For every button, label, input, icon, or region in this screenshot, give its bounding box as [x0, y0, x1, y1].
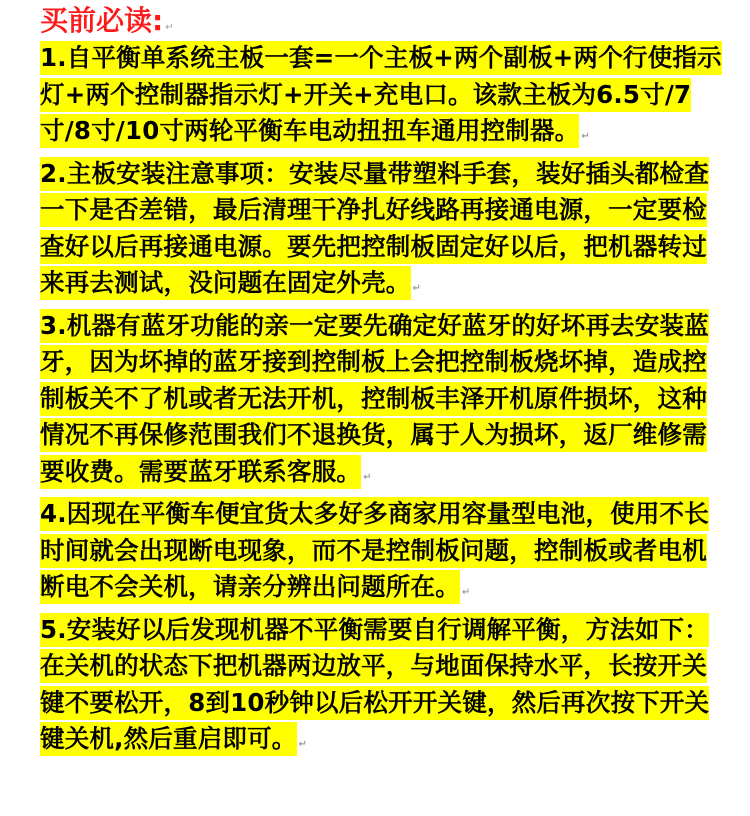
document-title: 买前必读:	[40, 4, 164, 37]
notice-item-3	[40, 308, 728, 497]
paragraph-mark-icon: ↵	[298, 739, 308, 750]
notice-item-text: 2.主板安装注意事项：安装尽量带塑料手套，装好插头都检查一下是否差错，最后清理干净扎好线路再接通电源，一定要检查好以后再接通电源。要先把控制板固定好以后，把机器转过来再去测试，没问题在固定外壳。	[40, 157, 709, 301]
title-line	[40, 2, 728, 40]
notice-item-4	[40, 496, 728, 612]
notice-item-text: 3.机器有蓝牙功能的亲一定要先确定好蓝牙的好坏再去安装蓝牙，因为坏掉的蓝牙接到控制板上会把控制板烧坏掉，造成控制板关不了机或者无法开机，控制板丰泽开机原件损坏，这种情况不再保修范围我们不退换货，属于人为损坏，返厂维修需要收费。需要蓝牙联系客服。	[40, 309, 709, 489]
notice-item-text: 5.安装好以后发现机器不平衡需要自行调解平衡，方法如下：在关机的状态下把机器两边放平，与地面保持水平，长按开关键不要松开，8到10秒钟以后松开开关键，然后再次按下开关键关机,然后重启即可。	[40, 613, 709, 757]
paragraph-mark-icon: ↵	[412, 283, 422, 294]
notice-item-1	[40, 40, 728, 156]
paragraph-mark-icon: ↵	[461, 587, 471, 598]
notice-item-5	[40, 612, 728, 764]
paragraph-mark-icon: ↵	[165, 22, 174, 33]
document-page	[40, 0, 728, 764]
paragraph-mark-icon: ↵	[581, 131, 590, 142]
paragraph-mark-icon: ↵	[363, 471, 372, 483]
notice-item-2	[40, 156, 728, 308]
notice-item-text: 1.自平衡单系统主板一套=一个主板+两个副板+两个行使指示灯+两个控制器指示灯+开关+充电口。该款主板为6.5寸/7寸/8寸/10寸两轮平衡车电动扭扭车通用控制器。	[40, 41, 722, 148]
notice-item-text: 4.因现在平衡车便宜货太多好多商家用容量型电池，使用不长时间就会出现断电现象，而不是控制板问题，控制板或者电机断电不会关机，请亲分辨出问题所在。	[40, 497, 709, 604]
